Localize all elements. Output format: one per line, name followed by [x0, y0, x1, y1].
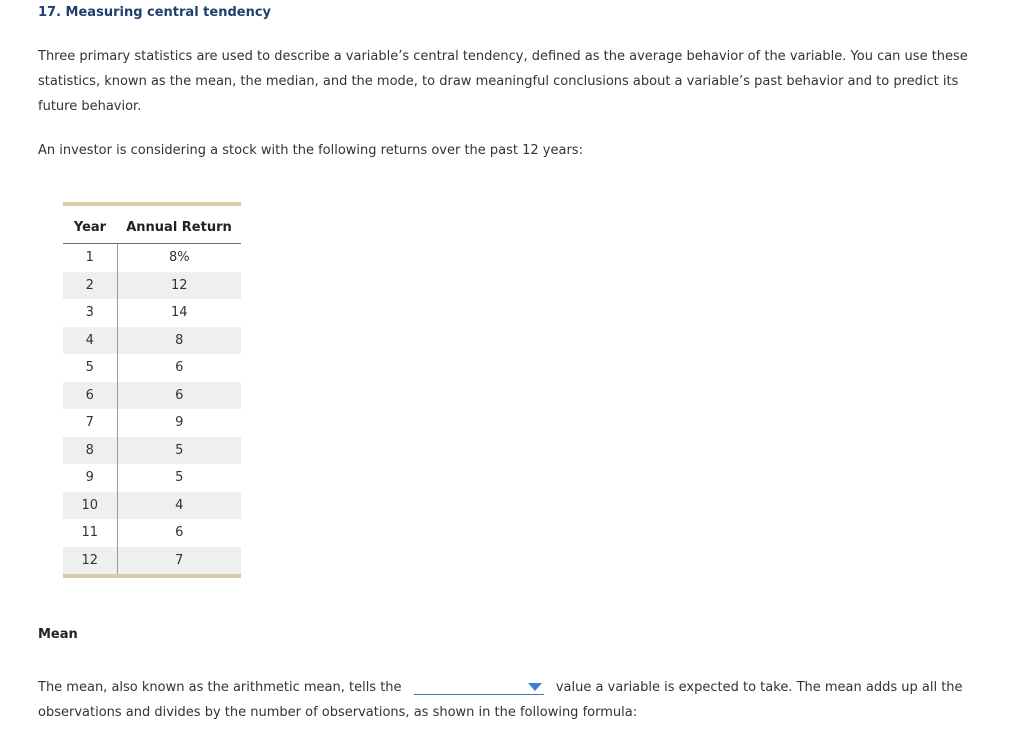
table-row: [63, 299, 241, 327]
mean-heading: Mean: [38, 627, 78, 642]
year-cell: 4: [63, 327, 117, 355]
year-cell: 9: [63, 464, 117, 492]
table-row: [63, 464, 241, 492]
returns-table: [63, 202, 241, 578]
intro-paragraph: Three primary statistics are used to describe a variable’s central tendency, defined as the average behavior of the variable. You can use these statistics, known as the mean, the median, and the mode, to draw meaningful conclusions about a variable’s past behavior and to predict its future behavior.: [38, 49, 968, 114]
mean-paragraph: [38, 675, 998, 725]
table-row: [63, 327, 241, 355]
return-cell: 14: [170, 305, 188, 321]
investor-paragraph: An investor is considering a stock with the following returns over the past 12 years:: [38, 143, 583, 158]
return-cell: 12: [117, 272, 241, 300]
return-cell: 8%: [168, 250, 190, 266]
return-cell: 6: [175, 525, 184, 541]
return-cell: 6: [117, 382, 241, 410]
annual-return-column-header: Annual Return: [117, 204, 241, 244]
return-cell: 4: [117, 492, 241, 520]
table-row: [63, 492, 241, 520]
return-cell: 7: [117, 547, 241, 577]
mean-text-after: value a variable is expected to take. The mean adds up all the observations and divides by the number of observations, as shown in the following formula:: [38, 680, 963, 720]
mean-text-before: The mean, also known as the arithmetic mean, tells the: [38, 680, 402, 695]
return-cell: 9: [175, 415, 184, 431]
table-row: [63, 354, 241, 382]
table-footer-rule: [63, 576, 241, 578]
question-title: 17. Measuring central tendency: [38, 5, 272, 20]
year-column-header: Year: [63, 204, 117, 244]
year-cell: 7: [63, 409, 117, 437]
table-row: [63, 437, 241, 465]
year-cell: 3: [63, 299, 117, 327]
table-row: [63, 272, 241, 300]
table-row: [63, 244, 241, 272]
table-row: [63, 547, 241, 577]
year-cell: 10: [63, 492, 117, 520]
caret-down-icon[interactable]: [528, 683, 542, 691]
year-cell: 11: [63, 519, 117, 547]
year-cell: 6: [63, 382, 117, 410]
year-cell: 5: [63, 354, 117, 382]
year-cell: 1: [63, 244, 117, 272]
return-cell: 8: [117, 327, 241, 355]
table-row: [63, 382, 241, 410]
year-cell: 2: [63, 272, 117, 300]
year-cell: 12: [63, 547, 117, 577]
table-row: [63, 519, 241, 547]
table-row: [63, 409, 241, 437]
mean-answer-dropdown[interactable]: [414, 680, 544, 695]
return-cell: 5: [117, 437, 241, 465]
table-header-row: [63, 204, 241, 244]
year-cell: 8: [63, 437, 117, 465]
return-cell: 5: [175, 470, 184, 486]
return-cell: 6: [175, 360, 184, 376]
